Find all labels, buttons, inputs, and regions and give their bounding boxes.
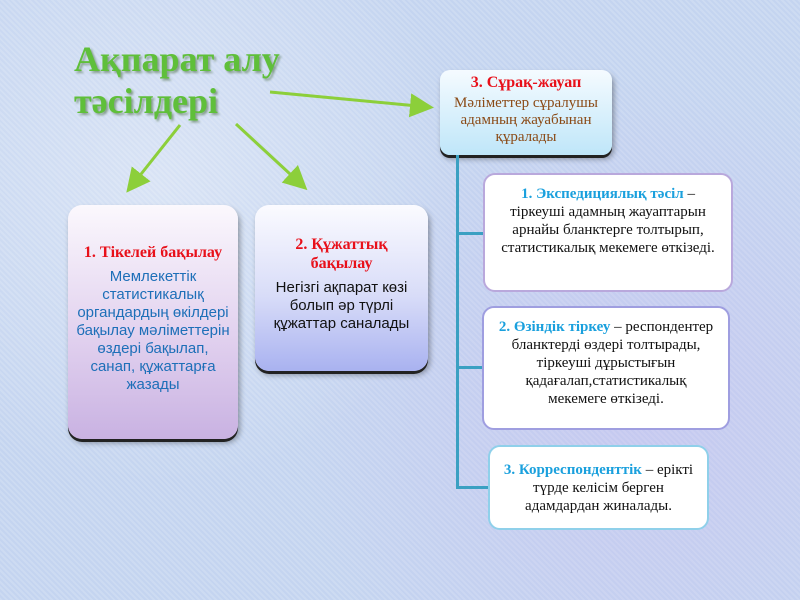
submethod-desc: – ерікті түрде келісім берген адамдардан жиналады. [525, 462, 694, 514]
title-line-2: тәсілдері [74, 81, 219, 121]
method-body: Мәліметтер сұралушы адамның жауабынан құралады [454, 95, 598, 145]
arrow-to-method-3 [270, 92, 428, 107]
connector-1 [456, 232, 484, 235]
method-heading: 2. Құжаттық бақылау [295, 236, 388, 272]
slide-title [74, 38, 280, 122]
method-direct-observation [68, 205, 238, 439]
arrow-to-method-2 [236, 124, 303, 186]
method-heading: 1. Тікелей бақылау [83, 244, 223, 261]
method-documentary [255, 205, 428, 371]
method-body: Мемлекеттік статистикалық органдардың өкілдері бақылау мәліметтерін өздері бақылап, санап, құжаттарға жазады [76, 268, 230, 393]
submethod-self-registration [482, 306, 730, 430]
submethod-correspondent [488, 445, 709, 530]
submethod-desc: – тіркеуші адамның жауаптарын арнайы бланктерге толтырып, статистикалық мекемеге өткізеді. [501, 186, 715, 256]
submethod-name: 1. Экспедициялық тәсіл [521, 186, 684, 202]
method-survey [440, 70, 612, 155]
arrow-to-method-1 [130, 125, 180, 188]
connector-2 [456, 366, 483, 369]
submethod-desc: – респондентер бланктерді өздері толтырады, тіркеуші дұрыстығын қадағалап,статистикалық мекемеге өткізеді. [511, 319, 714, 407]
connector-3 [456, 486, 489, 489]
method-body: Негізгі ақпарат көзі болып әр түрлі құжаттар саналады [273, 279, 410, 332]
submethod-name: 3. Корреспонденттік [503, 462, 642, 478]
method-heading: 3. Сұрақ-жауап [470, 74, 582, 91]
connector-vertical [456, 155, 459, 488]
submethod-expedition [483, 173, 733, 292]
submethod-name: 2. Өзіндік тіркеу [498, 319, 611, 335]
title-line-1: Ақпарат алу [74, 39, 280, 79]
